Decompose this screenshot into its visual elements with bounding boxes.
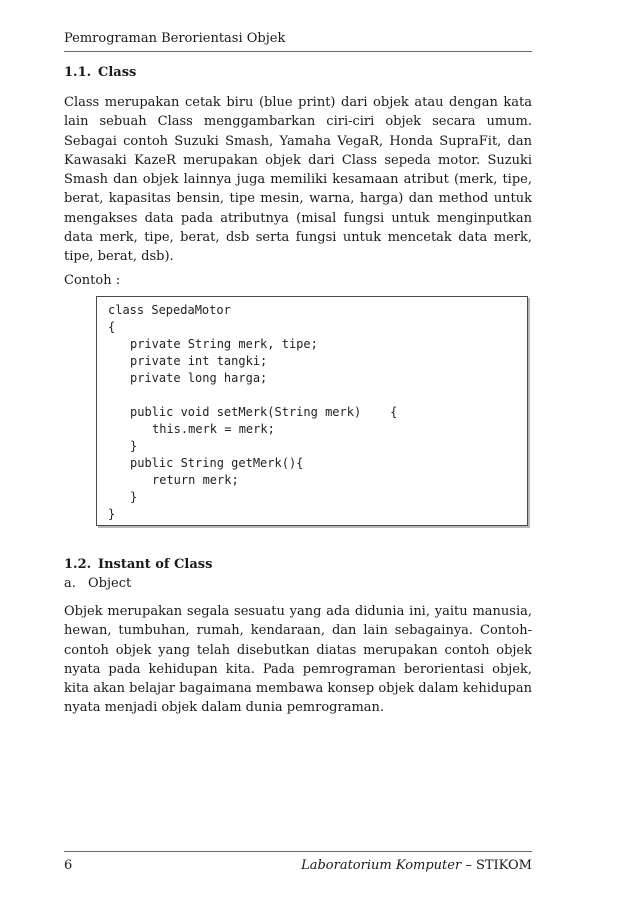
section-number: 1.2. <box>64 557 92 572</box>
object-paragraph: Objek merupakan segala sesuatu yang ada didunia ini, yaitu manusia, hewan, tumbuhan, rumah, kendaraan, dan lain sebagainya. Contoh-contoh objek yang telah disebutkan diatas merupakan contoh objek nyata pada kehidupan kita. Pada pemrograman berorientasi objek, kita akan belajar bagaimana membawa konsep objek dalam kehidupan nyata menjadi objek dalam dunia pemrograman. <box>64 604 532 716</box>
code-line: public void setMerk(String merk) { <box>130 405 398 419</box>
section-heading-instant <box>64 556 532 574</box>
class-paragraph: Class merupakan cetak biru (blue print) dari objek atau dengan kata lain sebuah Class menggambarkan ciri-ciri objek secara umum. Sebagai contoh Suzuki Smash, Yamaha VegaR, Honda SupraFit, dan Kawasaki KazeR merupakan objek dari Class sepeda motor. Suzuki Smash dan objek lainnya juga memiliki kesamaan atribut (merk, tipe, berat, kapasitas bensin, tipe mesin, warna, harga) dan method untuk mengakses data pada atributnya (misal fungsi untuk menginputkan data merk, tipe, berat, dsb serta fungsi untuk mencetak data merk, tipe, berat, dsb). <box>64 95 532 265</box>
list-item-object <box>64 575 532 593</box>
running-header: Pemrograman Berorientasi Objek <box>64 31 286 46</box>
code-line: private long harga; <box>130 371 268 385</box>
section-title: Instant of Class <box>98 557 213 572</box>
code-block <box>96 296 528 526</box>
header-rule <box>64 51 532 52</box>
list-marker: a. <box>64 576 76 591</box>
code-line: public String getMerk(){ <box>130 456 304 470</box>
section-title: Class <box>98 65 137 80</box>
code-line: return merk; <box>152 473 239 487</box>
code-line: private String merk, tipe; <box>130 337 318 351</box>
section-number: 1.1. <box>64 65 92 80</box>
list-item-label: Object <box>88 576 132 591</box>
code-line: class SepedaMotor <box>108 303 231 317</box>
code-line: private int tangki; <box>130 354 268 368</box>
footer-lab-name: Laboratorium Komputer <box>301 858 462 873</box>
document-page <box>64 0 532 906</box>
footer-separator: – <box>461 858 476 873</box>
example-label: Contoh : <box>64 273 121 288</box>
code-line-blank <box>108 387 527 404</box>
code-line: this.merk = merk; <box>152 422 275 436</box>
code-line: } <box>130 490 138 504</box>
footer-rule <box>64 851 532 852</box>
page-number: 6 <box>64 858 73 873</box>
footer-credit <box>301 857 532 875</box>
code-line: } <box>130 439 138 453</box>
section-heading-class <box>64 64 532 82</box>
code-line: } <box>108 507 116 521</box>
footer-institution: STIKOM <box>475 858 532 873</box>
code-line: { <box>108 320 116 334</box>
